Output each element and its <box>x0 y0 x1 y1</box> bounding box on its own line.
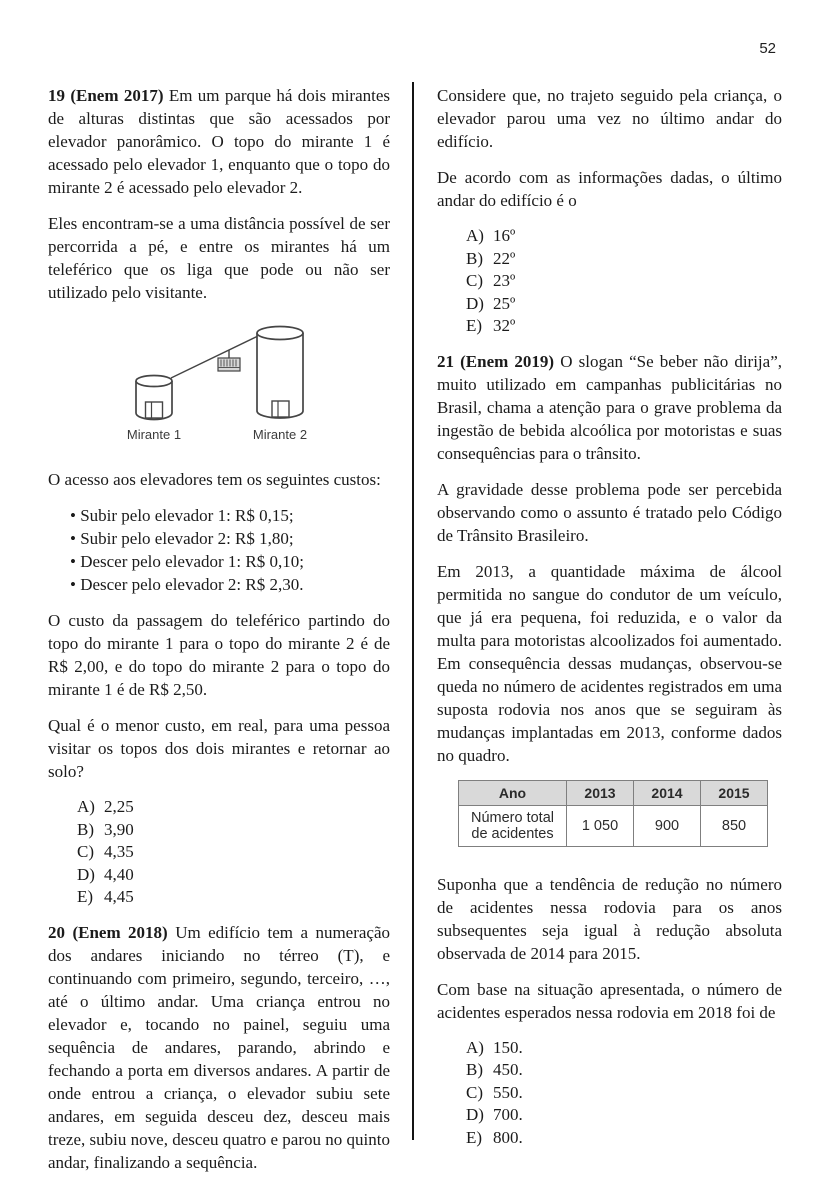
option-c: C) 4,35 <box>77 842 134 861</box>
list-item: • Subir pelo elevador 2: R$ 1,80; <box>70 529 294 548</box>
option-a: A) 150. <box>466 1037 523 1057</box>
header-2015: 2015 <box>701 780 768 805</box>
row-label-acidentes: Número total de acidentes <box>459 805 567 846</box>
question-19-intro <box>48 84 390 199</box>
table-header-row <box>459 780 768 805</box>
mirantes-diagram <box>48 317 390 447</box>
question-20-number: 20 (Enem 2018) <box>48 922 168 942</box>
option-e: E) 32º <box>466 316 516 335</box>
question-21-options <box>466 1037 782 1150</box>
question-19-paragraph-2: Eles encontram-se a uma distância possível de ser percorrida a pé, e entre os mirantes há um teleférico que os liga que pode ou não ser utilizado pelo visitante. <box>48 214 390 302</box>
accidents-table <box>458 780 768 847</box>
option-b: B) 450. <box>466 1060 523 1079</box>
question-20-prompt: De acordo com as informações dadas, o último andar do edifício é o <box>437 168 782 210</box>
question-19-paragraph-4: O custo da passagem do teleférico partindo do topo do mirante 1 para o topo do mirante 2 é de R$ 2,00, e do topo do mirante 2 para o topo do mirante 1 é de R$ 2,50. <box>48 611 390 699</box>
option-d: D) 4,40 <box>77 864 134 884</box>
page-number: 52 <box>759 40 776 57</box>
question-19-number: 19 (Enem 2017) <box>48 86 164 105</box>
question-21-prompt: Com base na situação apresentada, o número de acidentes esperados nessa rodovia em 2018 foi de <box>437 979 782 1022</box>
option-a: A) 16º <box>466 226 516 245</box>
value-2015: 850 <box>701 805 768 846</box>
table-row <box>459 805 768 846</box>
option-e: E) 800. <box>466 1127 523 1147</box>
mirante-1-tower <box>136 376 172 420</box>
list-item: • Descer pelo elevador 1: R$ 0,10; <box>70 552 304 571</box>
question-20-intro <box>48 921 390 1174</box>
question-20-text: Um edifício tem a numeração dos andares iniciando no térreo (T), e continuando com primeiro, segundo, terceiro, …, até o último andar. Uma criança entrou no elevador e, tocando no painel, seguiu uma sequência de andares, parando, abrindo e fechando a porta em diversos andares. A partir de onde entrou a criança, o elevador subiu sete andares, em seguida desceu dez, desceu mais treze, subiu nove, desceu quatro e parou no quinto andar, finalizando a sequência. <box>48 922 391 1172</box>
option-c: C) 23º <box>466 271 516 290</box>
option-a: A) 2,25 <box>77 797 134 816</box>
option-b: B) 22º <box>466 248 516 268</box>
option-c: C) 550. <box>466 1082 523 1102</box>
option-d: D) 25º <box>466 293 516 313</box>
right-column <box>437 84 782 1161</box>
question-21-paragraph-3: Em 2013, a quantidade máxima de álcool permitida no sangue do condutor de um veículo, que já era pequena, foi reduzida, e o valor da multa para motoristas alcoolizados foi aumentado. Em consequência dessas mudanças, observou-se queda no número de acidentes registrados em uma suposta rodovia nos anos que se seguiram às mudanças implantadas em 2013, conforme dados no quadro. <box>437 561 782 765</box>
mirante-2-label: Mirante 2 <box>252 427 308 442</box>
question-19-paragraph-3: O acesso aos elevadores tem os seguintes custos: <box>48 470 381 489</box>
list-item: • Descer pelo elevador 2: R$ 2,30. <box>70 575 304 594</box>
accidents-table-container <box>458 780 782 847</box>
question-19-options <box>77 796 390 909</box>
mirante-1-label: Mirante 1 <box>126 427 182 442</box>
mirantes-figure <box>48 317 390 452</box>
question-20-paragraph-2: Considere que, no trajeto seguido pela criança, o elevador parou uma vez no último andar do edifício. <box>437 86 782 151</box>
mirante-1-door <box>146 402 163 418</box>
elevator-costs-list <box>70 504 390 596</box>
cable-line <box>171 336 258 378</box>
question-21-paragraph-2: A gravidade desse problema pode ser percebida observando como o assunto é tratado pelo Código de Trânsito Brasileiro. <box>437 479 782 545</box>
question-19-text: Em um parque há dois mirantes de alturas distintas que são acessados por elevador panorâmico. O topo do mirante 1 é acessado pelo elevador 1, enquanto que o topo do mirante 2 é acessado pelo elevador 2. <box>48 86 391 197</box>
question-21-paragraph-4: Suponha que a tendência de redução no número de acidentes nessa rodovia para os anos subsequentes seja igual à redução absoluta observada de 2014 para 2015. <box>437 874 782 963</box>
question-21-intro <box>437 350 782 465</box>
question-20-options <box>466 225 782 338</box>
mirante-2-door <box>272 401 289 417</box>
header-2013: 2013 <box>567 780 634 805</box>
option-e: E) 4,45 <box>77 887 134 906</box>
option-d: D) 700. <box>466 1105 523 1124</box>
value-2014: 900 <box>634 805 701 846</box>
mirante-2-tower <box>257 327 303 419</box>
header-2014: 2014 <box>634 780 701 805</box>
question-19-prompt: Qual é o menor custo, em real, para uma pessoa visitar os topos dos dois mirantes e retornar ao solo? <box>48 716 390 781</box>
left-column <box>48 84 390 1187</box>
question-21-number: 21 (Enem 2019) <box>437 351 555 371</box>
header-ano: Ano <box>459 780 567 805</box>
column-divider-rule <box>412 82 414 1140</box>
value-2013: 1 050 <box>567 805 634 846</box>
question-21-text: O slogan “Se beber não dirija”, muito utilizado em campanhas publicitárias no Brasil, chama a atenção para o grave problema da ingestão de bebida alcoólica por motoristas e suas consequências para o trânsito. <box>437 351 782 463</box>
option-b: B) 3,90 <box>77 819 134 839</box>
list-item: • Subir pelo elevador 1: R$ 0,15; <box>70 506 294 525</box>
